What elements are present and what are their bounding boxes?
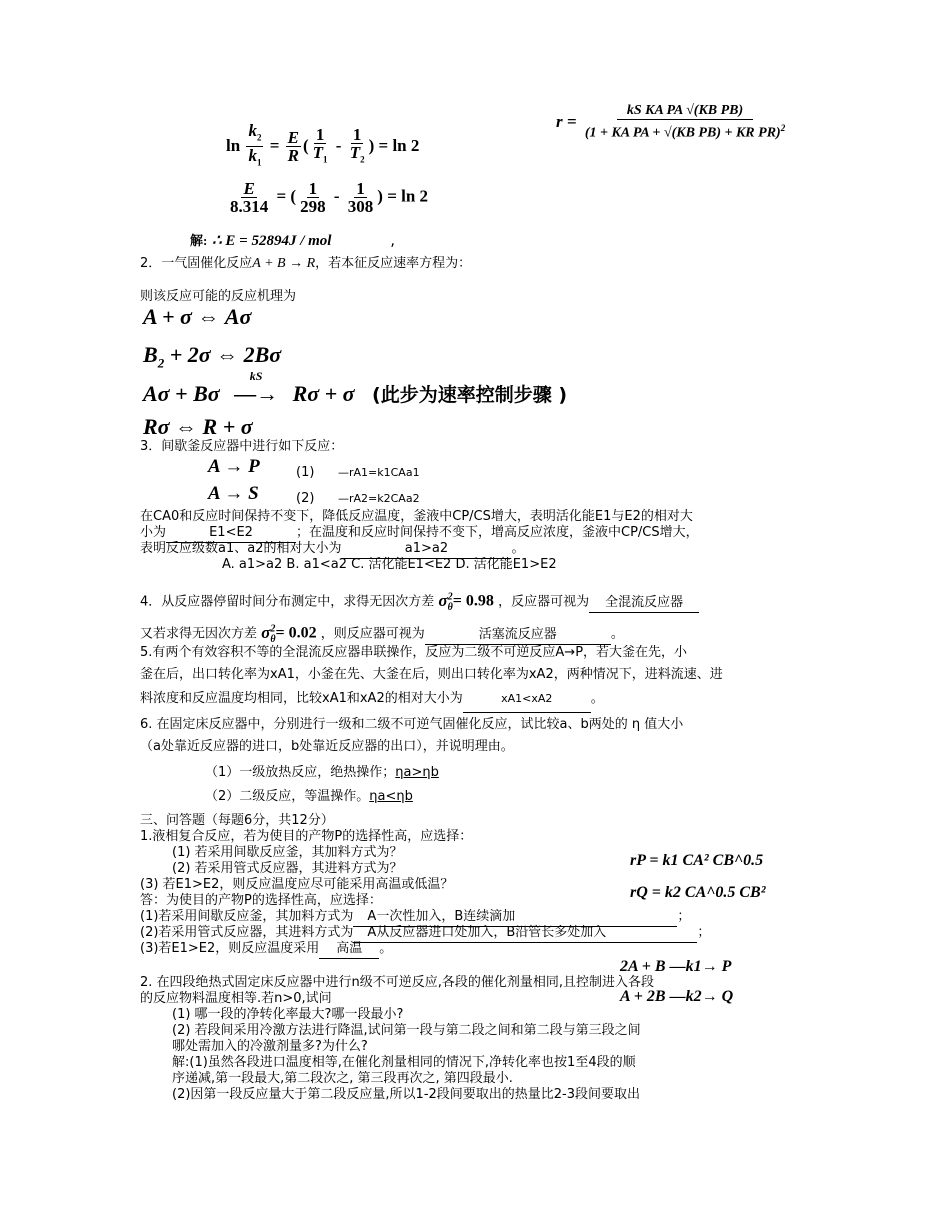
q2-question: 2．一气固催化反应A + B → R，若本征反应速率方程为： bbox=[140, 256, 472, 271]
s3-answer-intro: 答：为使目的产物P的选择性高，应选择： bbox=[140, 893, 382, 908]
q3-line-2: 小为 E1<E2 ；在温度和反应时间保持不变下，增高反应浓度，釜液中CP/CS增大， bbox=[140, 524, 699, 543]
mechanism-step-2: $B_2 + 2\sigma$ ⇔ 2Bσ bbox=[143, 342, 282, 371]
q3-line-3: 表明反应级数a1、a2的相对大小为 a1>a2 。 bbox=[140, 540, 525, 559]
q3-reaction-2-num: (2) bbox=[296, 491, 315, 506]
q5-line-3: 料浓度和反应温度均相同，比较xA1和xA2的相对大小为 xA1<xA2 。 bbox=[140, 686, 604, 713]
q3-reaction-2: A → S bbox=[208, 483, 259, 504]
rate-equation: r = $\frac{\text{kS KA PA √(KB PB)}}{(1 + KA PA + √(KB PB) + KR PR)^2}$ bbox=[556, 103, 786, 141]
s3-q2-line-2: 的反应物料温度相等.若n>0,试问 bbox=[140, 991, 332, 1006]
s3-q1-sub-1: (1) 若采用间歇反应釜，其加料方式为？ bbox=[172, 845, 403, 860]
s3-answer-3: (3)若E1>E2，则反应温度采用 高温 。 bbox=[140, 940, 392, 959]
q3-rate-1: —rA1=k1CAa1 bbox=[338, 466, 420, 479]
s3-q2-sub-2: (2) 若段间采用冷激方法进行降温,试问第一段与第二段之间和第二段与第三段之间 bbox=[172, 1023, 641, 1038]
q6-line-2: （a处靠近反应器的进口，b处靠近反应器的出口），并说明理由。 bbox=[140, 739, 514, 754]
q3-options: A. a1>a2 B. a1<a2 C. 活化能E1<E2 D. 活化能E1>E2 bbox=[222, 557, 557, 572]
s3-answer-1: (1)若采用间歇反应釜，其加料方式为 A一次性加入，B连续滴加 ； bbox=[140, 908, 690, 927]
s3-q2-reaction-2: A + 2B —k2→ Q bbox=[620, 988, 734, 1005]
s3-q1-sub-2: (2) 若采用管式反应器，其进料方式为？ bbox=[172, 861, 403, 876]
s3-q1-sub-3: (3) 若E1>E2，则反应温度应尽可能采用高温或低温？ bbox=[140, 877, 454, 892]
s3-q1-line: 1.液相复合反应，若为使目的产物P的选择性高，应选择： bbox=[140, 829, 473, 844]
q6-sub-2: （2）二级反应，等温操作。ηa<ηb bbox=[205, 789, 413, 804]
s3-q2-line-1: 2. 在四段绝热式固定床反应器中进行n级不可逆反应,各段的催化剂量相同,且控制进入各段 bbox=[140, 975, 655, 990]
mechanism-step-3: Aσ + Bσ kS —→ Rσ + σ (此步为速率控制步骤 ) bbox=[143, 369, 568, 406]
rate-p-formula: rP = k1 CA² CB^0.5 bbox=[630, 852, 764, 869]
section-3-heading: 三、问答题（每题6分，共12分） bbox=[140, 813, 334, 828]
q3-reaction-1: A → P bbox=[208, 456, 260, 477]
q3-reaction-1-num: (1) bbox=[296, 465, 315, 480]
mechanism-step-4: Rσ ⇔ R + σ bbox=[143, 414, 253, 439]
s3-q2-answer-2: (2)因第一段反应量大于第二段反应量,所以1-2段间要取出的热量比2-3段间要取出 bbox=[172, 1087, 641, 1102]
s3-q2-answer-1: 解:(1)虽然各段进口温度相等,在催化剂量相同的情况下,净转化率也按1至4段的顺 bbox=[172, 1055, 636, 1070]
q6-line-1: 6. 在固定床反应器中，分别进行一级和二级不可逆气固催化反应，试比较a、b两处的 η 值大小 bbox=[140, 717, 684, 732]
q5-line-2: 釜在后，出口转化率为xA1，小釜在先、大釜在后，则出口转化率为xA2，两种情况下，进料流速、进 bbox=[140, 667, 723, 682]
arrhenius-equation-1: ln $\frac{k_2}{k_1}$ = $\frac{E}{R}$ ( $\frac{1}{T_1}$ - $\frac{1}{T_2}$ ) = ln 2 bbox=[226, 121, 420, 168]
s3-q2-answer-1b: 序递减,第一段最大,第二段次之, 第三段再次之, 第四段最小. bbox=[172, 1071, 513, 1086]
arrhenius-equation-2: $\frac{E}{8.314}$ = ( $\frac{1}{298}$ - $\frac{1}{308}$ ) = ln 2 bbox=[230, 179, 429, 216]
q4-line-1: 4．从反应器停留时间分布测定中，求得无因次方差 $\sigma^2_\theta= 0.98$ ，反应器可视为 全混流反应器 bbox=[140, 588, 699, 617]
solution-line: 解: ∴ E = 52894J / mol , bbox=[190, 231, 396, 249]
q4-line-2: 又若求得无因次方差 $\sigma^2_\theta= 0.02$ ，则反应器可视为 活塞流反应器 。 bbox=[140, 622, 624, 646]
q3-intro: 3．间歇釜反应器中进行如下反应： bbox=[140, 439, 344, 454]
q3-line-1: 在CA0和反应时间保持不变下，降低反应温度，釜液中CP/CS增大，表明活化能E1与E2的相对大 bbox=[140, 509, 693, 524]
q5-line-1: 5.有两个有效容积不等的全混流反应器串联操作，反应为二级不可逆反应A→P，若大釜在先，小 bbox=[140, 645, 688, 660]
mechanism-step-1: A + σ ⇔ Aσ bbox=[143, 304, 252, 329]
q2-mechanism-intro: 则该反应可能的反应机理为 bbox=[140, 289, 297, 304]
s3-answer-2: (2)若采用管式反应器，其进料方式为 A从反应器进口处加入，B沿管长多处加入 ； bbox=[140, 924, 710, 943]
s3-q2-sub-1: (1) 哪一段的净转化率最大?哪一段最小? bbox=[172, 1007, 404, 1022]
q3-rate-2: —rA2=k2CAa2 bbox=[338, 492, 420, 505]
q6-sub-1: （1）一级放热反应，绝热操作；ηa>ηb bbox=[205, 765, 439, 780]
rate-q-formula: rQ = k2 CA^0.5 CB² bbox=[630, 884, 766, 901]
s3-q2-reaction-1: 2A + B —k1→ P bbox=[620, 958, 732, 975]
s3-q2-sub-2b: 哪处需加入的冷激剂量多?为什么? bbox=[172, 1039, 368, 1054]
